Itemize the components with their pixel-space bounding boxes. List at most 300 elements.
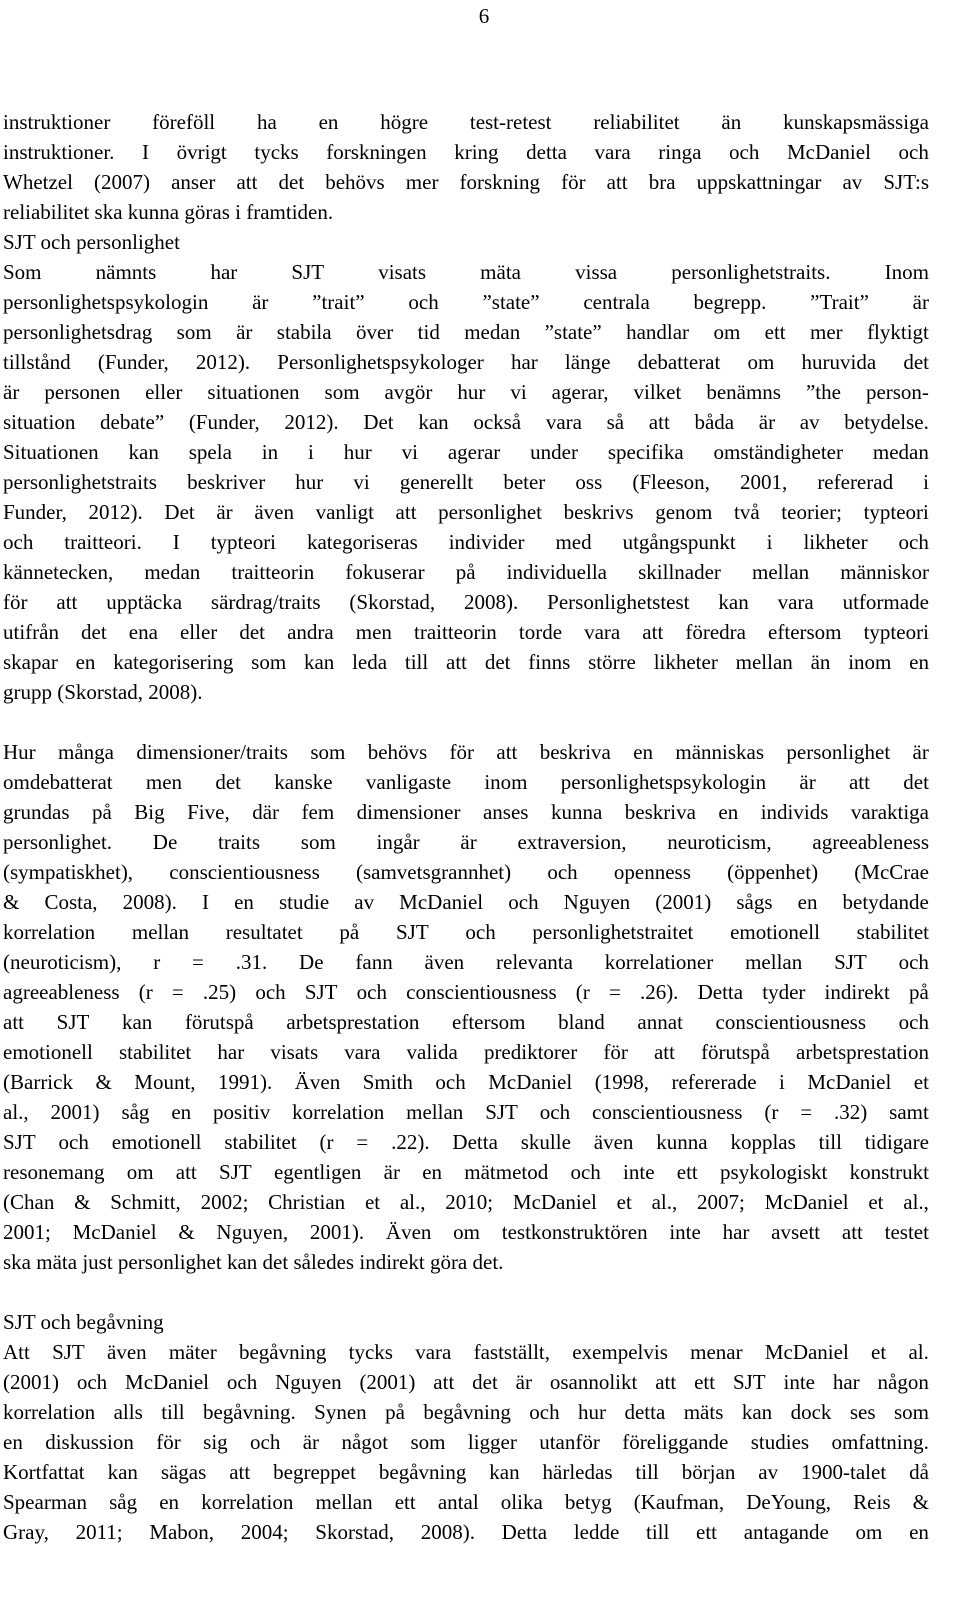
word: i [235, 200, 247, 224]
word: är [515, 1370, 532, 1394]
word: agerar [447, 440, 501, 464]
word: är [912, 290, 929, 314]
word: på [455, 560, 476, 584]
word: framtiden. [246, 200, 334, 224]
word: med [555, 530, 592, 554]
word: ingår [376, 830, 420, 854]
word: dock [790, 1400, 832, 1424]
word: varaktiga [850, 800, 929, 824]
word: situation [3, 410, 76, 434]
word: SJT [304, 980, 338, 1004]
word: (r [138, 980, 153, 1004]
word: person- [865, 380, 929, 404]
word: beskriva [624, 800, 696, 824]
word: bland [558, 1010, 605, 1034]
word: som [176, 320, 212, 344]
word: Även [294, 1070, 341, 1094]
text-line [3, 167, 929, 197]
word: vara [545, 410, 582, 434]
text-line [3, 1037, 929, 1067]
word: till [404, 650, 429, 674]
word: som [324, 380, 360, 404]
word: ett [696, 1520, 718, 1544]
word: .32) [834, 1100, 868, 1124]
text-line [3, 347, 929, 377]
word: härledas [542, 1460, 613, 1484]
word: McDaniel [72, 1220, 157, 1244]
word: Big [134, 800, 165, 824]
word: att [848, 770, 870, 794]
word: (2001) [359, 1370, 416, 1394]
word: openness [613, 860, 691, 884]
word: det [903, 350, 929, 374]
word: extraversion, [517, 830, 627, 854]
word: personlighet. [3, 830, 113, 854]
word: Det [164, 500, 195, 524]
word: antal [437, 1490, 479, 1514]
word: mäta [480, 260, 521, 284]
word: = [800, 1100, 813, 1124]
word: reliabilitet [593, 110, 680, 134]
word: finns [528, 650, 571, 674]
word: (Chan [3, 1190, 55, 1214]
word: och [508, 890, 539, 914]
word: Nguyen, [216, 1220, 289, 1244]
word: (Funder, [97, 350, 169, 374]
word: det [239, 620, 266, 644]
text-line [3, 1367, 929, 1397]
word: och [547, 860, 578, 884]
word: I [142, 140, 150, 164]
word: det [472, 1370, 498, 1394]
word: Att [3, 1340, 30, 1364]
text-line [3, 1097, 929, 1127]
word: test-retest [469, 110, 552, 134]
word: ses [849, 1400, 876, 1424]
word: såg [109, 1490, 138, 1514]
text-line [3, 887, 929, 917]
word: Detta [452, 1130, 498, 1154]
word: typteori [210, 530, 277, 554]
word: och [255, 980, 286, 1004]
word: att [56, 590, 78, 614]
word: att [175, 1160, 197, 1184]
word: traitteori. [64, 530, 142, 554]
word: et [913, 1070, 929, 1094]
word: ska [3, 1250, 37, 1274]
word: .26). [639, 980, 679, 1004]
word: McDaniel [764, 1190, 849, 1214]
word: är [460, 830, 477, 854]
word: Detta [697, 980, 744, 1004]
word: Five, [187, 800, 230, 824]
word: al., [903, 1190, 929, 1214]
word: högre [380, 110, 429, 134]
word: i [779, 1070, 785, 1094]
word: detta [526, 140, 567, 164]
word: testet [884, 1220, 929, 1244]
word: vanligaste [365, 770, 452, 794]
word: 2012). [195, 350, 251, 374]
text-line [3, 317, 929, 347]
word: olika [500, 1490, 543, 1514]
word: på [91, 800, 112, 824]
word: Gray, [3, 1520, 49, 1544]
text-line [3, 617, 929, 647]
word: människas [675, 740, 765, 764]
word: vi [401, 440, 418, 464]
text-line [3, 497, 929, 527]
text-line [3, 107, 929, 137]
word: och [539, 1100, 571, 1124]
word: mer [810, 320, 843, 344]
word: vara [777, 590, 814, 614]
word: teorier; [781, 500, 842, 524]
word: har [510, 350, 538, 374]
word: begåvning. [202, 1400, 296, 1424]
word: DeYoung, [746, 1490, 832, 1514]
word: 2012). [88, 500, 143, 524]
word: har [832, 1370, 860, 1394]
word: resultatet [225, 920, 303, 944]
word: De [299, 950, 324, 974]
word: grundas [3, 800, 70, 824]
word: än [721, 110, 742, 134]
word: kunna [127, 200, 185, 224]
word: det [81, 620, 107, 644]
word: inom [848, 650, 892, 674]
paragraph-intro [3, 107, 929, 227]
word: och [435, 1070, 466, 1094]
word: övrigt [176, 140, 227, 164]
word: 2008). [464, 590, 519, 614]
word: över [355, 320, 394, 344]
word: & [3, 890, 20, 914]
word: tillstånd [3, 350, 71, 374]
word: r [153, 950, 161, 974]
word: et [868, 1190, 884, 1214]
word: personlighetsdrag [3, 320, 153, 344]
word: vissa [575, 260, 618, 284]
word: hur [295, 470, 324, 494]
word: uppskattningar [696, 170, 822, 194]
word: tycks [254, 140, 299, 164]
word: exempelvis [572, 1340, 668, 1364]
word: SJT [834, 950, 867, 974]
word: Smith [362, 1070, 413, 1094]
word: inte [669, 1220, 701, 1244]
word: under [530, 440, 578, 464]
word: vara [594, 140, 631, 164]
section-heading-personlighet: SJT och personlighet [3, 230, 180, 254]
word: arbetsprestation [286, 1010, 420, 1034]
word: föreliggande [622, 1430, 729, 1454]
word: av [758, 1460, 779, 1484]
word: indirekt [824, 980, 890, 1004]
word: mellan [406, 1100, 464, 1124]
word: och [529, 1400, 560, 1424]
word: mellan [131, 920, 190, 944]
word: ett [676, 1160, 698, 1184]
word: (neuroticism), [3, 950, 122, 974]
word: vara [584, 620, 621, 644]
word: torde [518, 620, 563, 644]
word: är [216, 500, 233, 524]
word: (Fleeson, [632, 470, 710, 494]
word: SJT [395, 920, 429, 944]
text-line [3, 1427, 929, 1457]
word: kategoriseras [306, 530, 418, 554]
word: just [82, 1250, 118, 1274]
word: hur [343, 440, 372, 464]
word: .31. [235, 950, 268, 974]
word: agreeableness [812, 830, 929, 854]
word: Även [385, 1220, 432, 1244]
word: men [355, 620, 392, 644]
word: förutspå [701, 1040, 770, 1064]
text-line [3, 437, 929, 467]
word: begrepp. [693, 290, 767, 314]
word: om [713, 320, 741, 344]
word: hur [578, 1400, 607, 1424]
word: (2007) [94, 170, 151, 194]
word: personlighetstraits [3, 470, 157, 494]
word: al., [3, 1100, 29, 1124]
word: begåvning [423, 1400, 511, 1424]
word: = [192, 950, 204, 974]
word: att [606, 170, 628, 194]
word: har [722, 1220, 750, 1244]
text-line [3, 827, 929, 857]
word: typteori [863, 620, 929, 644]
word: 1991). [218, 1070, 273, 1094]
word: är [252, 290, 269, 314]
word: kan [718, 590, 749, 614]
word: SJT [219, 1160, 252, 1184]
word: är [912, 740, 929, 764]
word: är [383, 1160, 400, 1184]
word: SJT [3, 1130, 36, 1154]
word: upptäcka [106, 590, 183, 614]
word: Personlighetspsykologer [277, 350, 484, 374]
word: 2008). [420, 1520, 475, 1544]
word: utifrån [3, 620, 59, 644]
word: Synen [314, 1400, 367, 1424]
word: diskussion [45, 1430, 134, 1454]
word: forskningen [326, 140, 427, 164]
word: göra [429, 1250, 473, 1274]
text-line [3, 947, 929, 977]
word: och [898, 530, 929, 554]
word: vi [510, 380, 527, 404]
word: och [3, 530, 34, 554]
word: begåvning [378, 1460, 467, 1484]
word: genom [655, 500, 713, 524]
text-line [3, 737, 929, 767]
word: & [178, 1220, 195, 1244]
word: refererade [671, 1070, 757, 1094]
word: båda [694, 410, 735, 434]
word: om [126, 1160, 154, 1184]
text-line [3, 1457, 929, 1487]
word: inte [623, 1160, 655, 1184]
word: neuroticism, [667, 830, 772, 854]
word: specifika [607, 440, 684, 464]
word: traits [218, 830, 261, 854]
word: instruktioner [3, 110, 111, 134]
word: I [201, 890, 209, 914]
word: beskriver [187, 470, 266, 494]
word: testkonstruktören [501, 1220, 648, 1244]
word: då [909, 1460, 929, 1484]
word: stabilitet [224, 1130, 297, 1154]
word: ledde [573, 1520, 620, 1544]
word: människor [840, 560, 929, 584]
word: annat [637, 1010, 683, 1034]
word: Costa, [44, 890, 98, 914]
word: likheter [803, 530, 868, 554]
word: till [635, 1460, 659, 1484]
word: även [424, 950, 465, 974]
word: stabilitet [118, 1040, 192, 1064]
word: för [3, 590, 28, 614]
word: även [107, 1340, 147, 1364]
word: ett [694, 1370, 716, 1394]
word: så [606, 410, 625, 434]
paragraph-begavning [3, 1337, 929, 1547]
word: 2011; [75, 1520, 123, 1544]
word: inom [484, 770, 528, 794]
word: som [251, 650, 287, 674]
word: individer [448, 530, 525, 554]
word: individuella [506, 560, 607, 584]
word: det [903, 770, 929, 794]
word: där [252, 800, 280, 824]
word: oss [575, 470, 603, 494]
word: vanligt [315, 500, 374, 524]
word: spela [188, 440, 232, 464]
word: anses [482, 800, 529, 824]
word: McDaniel [125, 1370, 210, 1394]
word: traitteorin [231, 560, 315, 584]
word: et [364, 1190, 381, 1214]
word: att [496, 740, 518, 764]
word: Christian [268, 1190, 346, 1214]
text-line [3, 467, 929, 497]
section-heading-begavning: SJT och begåvning [3, 1310, 164, 1334]
text-line [3, 137, 929, 167]
word: förutspå [184, 1010, 254, 1034]
word: till [161, 1400, 185, 1424]
word: det [484, 650, 511, 674]
word: utgångspunkt [622, 530, 736, 554]
word: särdrag/traits [210, 590, 321, 614]
word: McDaniel [807, 1070, 892, 1094]
word: för [603, 1040, 628, 1064]
word: McDaniel [488, 1070, 573, 1094]
word: (r [764, 1100, 779, 1124]
word: att [229, 1460, 251, 1484]
word: och [76, 1370, 108, 1394]
word: är [236, 320, 253, 344]
word: kunskapsmässiga [783, 110, 929, 134]
word: ligger [467, 1430, 517, 1454]
word: 2002; [200, 1190, 249, 1214]
word: det. [472, 1250, 504, 1274]
word: kan [128, 440, 159, 464]
word: anser [171, 170, 216, 194]
word: positiv [213, 1100, 271, 1124]
word: indirekt [359, 1250, 430, 1274]
word: 2008). [148, 680, 203, 704]
word: behövs [367, 740, 428, 764]
text-line [3, 857, 929, 887]
word: även [593, 1130, 634, 1154]
word: av [354, 890, 375, 914]
page-number: 6 [478, 4, 490, 28]
word: är [758, 410, 776, 434]
text-line [3, 407, 929, 437]
word: många [58, 740, 114, 764]
word: beter [503, 470, 546, 494]
word: en [797, 890, 818, 914]
word: fann [355, 950, 393, 974]
word: som [410, 1430, 446, 1454]
word: studie [278, 890, 330, 914]
word: kategorisering [113, 650, 234, 674]
word: är [3, 380, 20, 404]
word: på [385, 1400, 405, 1424]
word: en [3, 1430, 23, 1454]
word: även [254, 500, 294, 524]
text-line [3, 647, 929, 677]
word: att [395, 500, 417, 524]
word: för [156, 1430, 181, 1454]
word: utanför [539, 1430, 600, 1454]
word: samt [889, 1100, 929, 1124]
word: egentligen [273, 1160, 362, 1184]
word: det [215, 770, 241, 794]
word: någon [877, 1370, 929, 1394]
word: Nguyen [275, 1370, 342, 1394]
word: två [734, 500, 760, 524]
word: ”trait” [312, 290, 365, 314]
word: & [95, 1070, 112, 1094]
word: och [250, 1430, 281, 1454]
word: länge [564, 350, 611, 374]
word: ”state” [482, 290, 540, 314]
word: (Funder, [188, 410, 260, 434]
word: generellt [399, 470, 474, 494]
word: för [449, 740, 475, 764]
word: likheter [653, 650, 718, 674]
word: individs [760, 800, 829, 824]
word: SJT [732, 1370, 766, 1394]
word: handlar [626, 320, 690, 344]
word: centrala [583, 290, 650, 314]
word: agreeableness [3, 980, 120, 1004]
word: en [909, 1520, 929, 1544]
word: medan [872, 440, 929, 464]
word: Det [363, 410, 394, 434]
word: kan [226, 1250, 263, 1274]
word: Detta [501, 1520, 548, 1544]
word: Funder, [3, 500, 67, 524]
word: korrelation [3, 920, 96, 944]
word: Kortfattat [3, 1460, 85, 1484]
word: personlighetspsykologin [3, 290, 209, 314]
word: arbetsprestation [796, 1040, 929, 1064]
